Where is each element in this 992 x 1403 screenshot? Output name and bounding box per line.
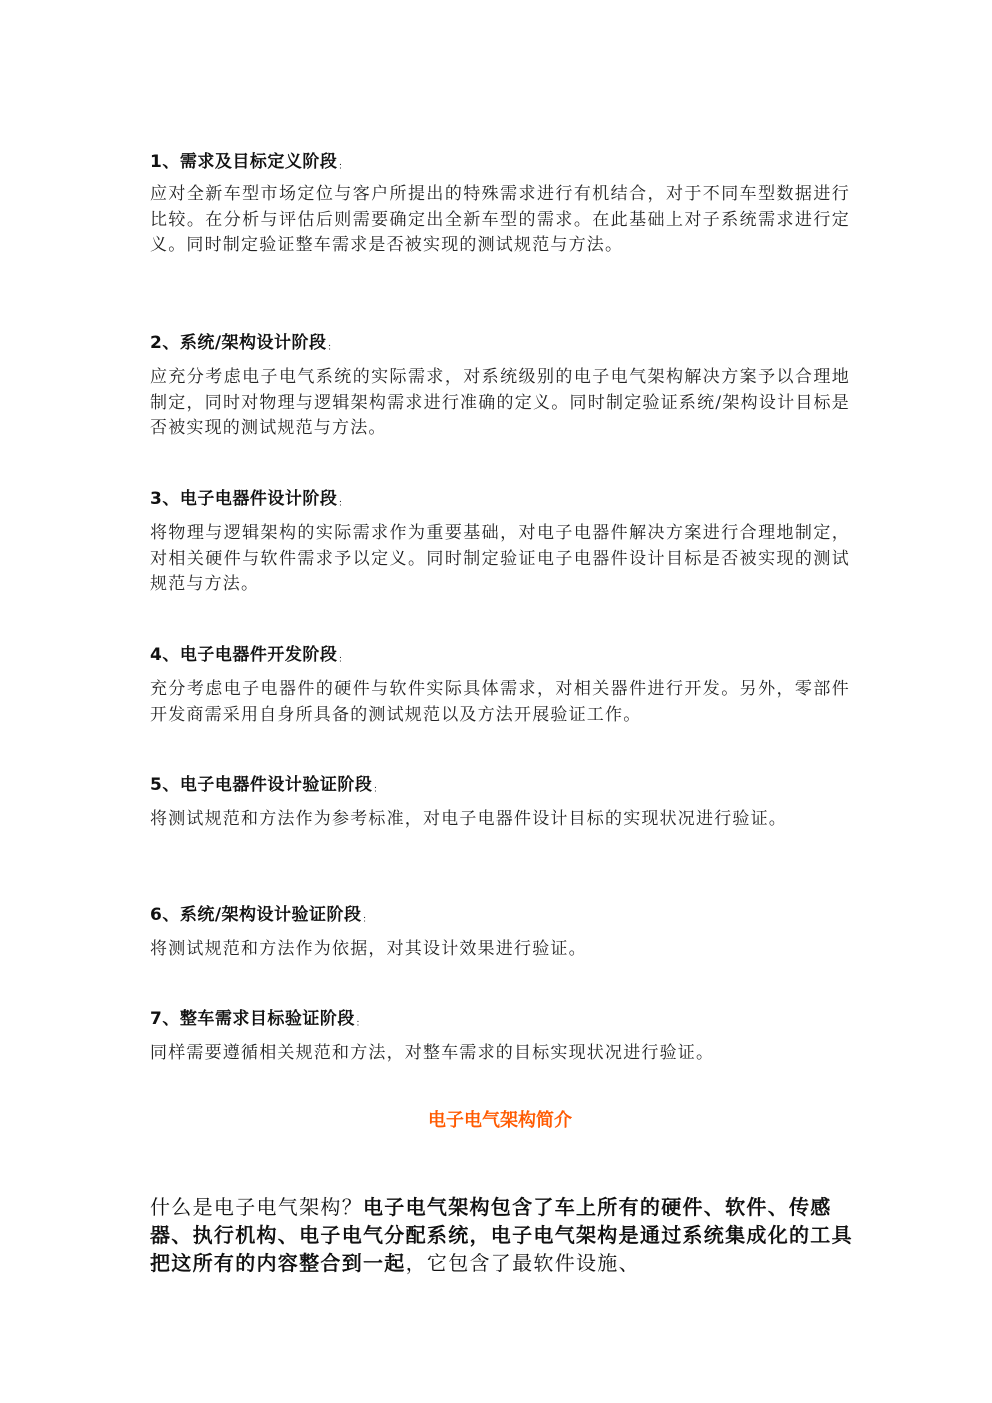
section-title: 电子电气架构简介	[428, 1110, 572, 1131]
stage-5-body: 将测试规范和方法作为参考标准，对电子电器件设计目标的实现状况进行验证。	[150, 809, 787, 829]
stage-2-body: 应充分考虑电子电气系统的实际需求，对系统级别的电子电气架构解决方案予以合理地制定，同时对物理与逻辑架构需求进行准确的定义。同时制定验证系统/架构设计目标是否被实现的测试规范与方法。	[150, 367, 850, 438]
stage-1-heading	[150, 147, 348, 172]
stage-1-heading-mark: ：	[338, 162, 348, 172]
intro-paragraph	[150, 1193, 860, 1277]
stage-3-heading-text: 3、电子电器件设计阶段	[150, 489, 338, 509]
stage-7-body: 同样需要遵循相关规范和方法，对整车需求的目标实现状况进行验证。	[150, 1043, 715, 1063]
stage-5-heading-text: 5、电子电器件设计验证阶段	[150, 775, 373, 795]
stage-4-body: 充分考虑电子电器件的硬件与软件实际具体需求，对相关器件进行开发。另外，零部件开发商需采用自身所具备的测试规范以及方法开展验证工作。	[150, 679, 850, 725]
stage-4-heading-mark: ：	[338, 655, 348, 665]
stage-6-body: 将测试规范和方法作为依据，对其设计效果进行验证。	[150, 939, 587, 959]
stage-6-heading	[150, 900, 372, 925]
stage-7-heading-mark: ：	[355, 1019, 366, 1029]
stage-4-heading	[150, 640, 348, 665]
stage-7-heading-text: 7、整车需求目标验证阶段	[150, 1009, 355, 1029]
stage-5-heading	[150, 770, 383, 795]
stage-1-body: 应对全新车型市场定位与客户所提出的特殊需求进行有机结合，对于不同车型数据进行比较。在分析与评估后则需要确定出全新车型的需求。在此基础上对子系统需求进行定义。同时制定验证整车需求是否被实现的测试规范与方法。	[150, 184, 850, 255]
stage-6-heading-mark: ：	[362, 915, 373, 925]
intro-rest: ，它包含了最软件设施、	[405, 1251, 640, 1275]
stage-7-heading	[150, 1004, 365, 1029]
stage-3-heading	[150, 484, 348, 509]
stage-2-heading-mark: ：	[327, 343, 338, 353]
stage-3-body: 将物理与逻辑架构的实际需求作为重要基础，对电子电器件解决方案进行合理地制定，对相关硬件与软件需求予以定义。同时制定验证电子电器件设计目标是否被实现的测试规范与方法。	[150, 523, 850, 594]
stage-6-heading-text: 6、系统/架构设计验证阶段	[150, 905, 362, 925]
stage-1-heading-text: 1、需求及目标定义阶段	[150, 152, 338, 172]
intro-bold-definition: 电子电气架构包含了车上所有的硬件、软件、传感器、执行机构、电子电气分配系统，电子电气架构是通过系统集成化的工具把这所有的内容整合到一起	[150, 1195, 853, 1275]
intro-question: 什么是电子电气架构？	[150, 1195, 363, 1219]
stage-5-heading-mark: ：	[373, 785, 383, 795]
stage-3-heading-mark: ：	[338, 499, 348, 509]
stage-2-heading	[150, 328, 337, 353]
stage-2-heading-text: 2、系统/架构设计阶段	[150, 333, 327, 353]
stage-4-heading-text: 4、电子电器件开发阶段	[150, 645, 338, 665]
